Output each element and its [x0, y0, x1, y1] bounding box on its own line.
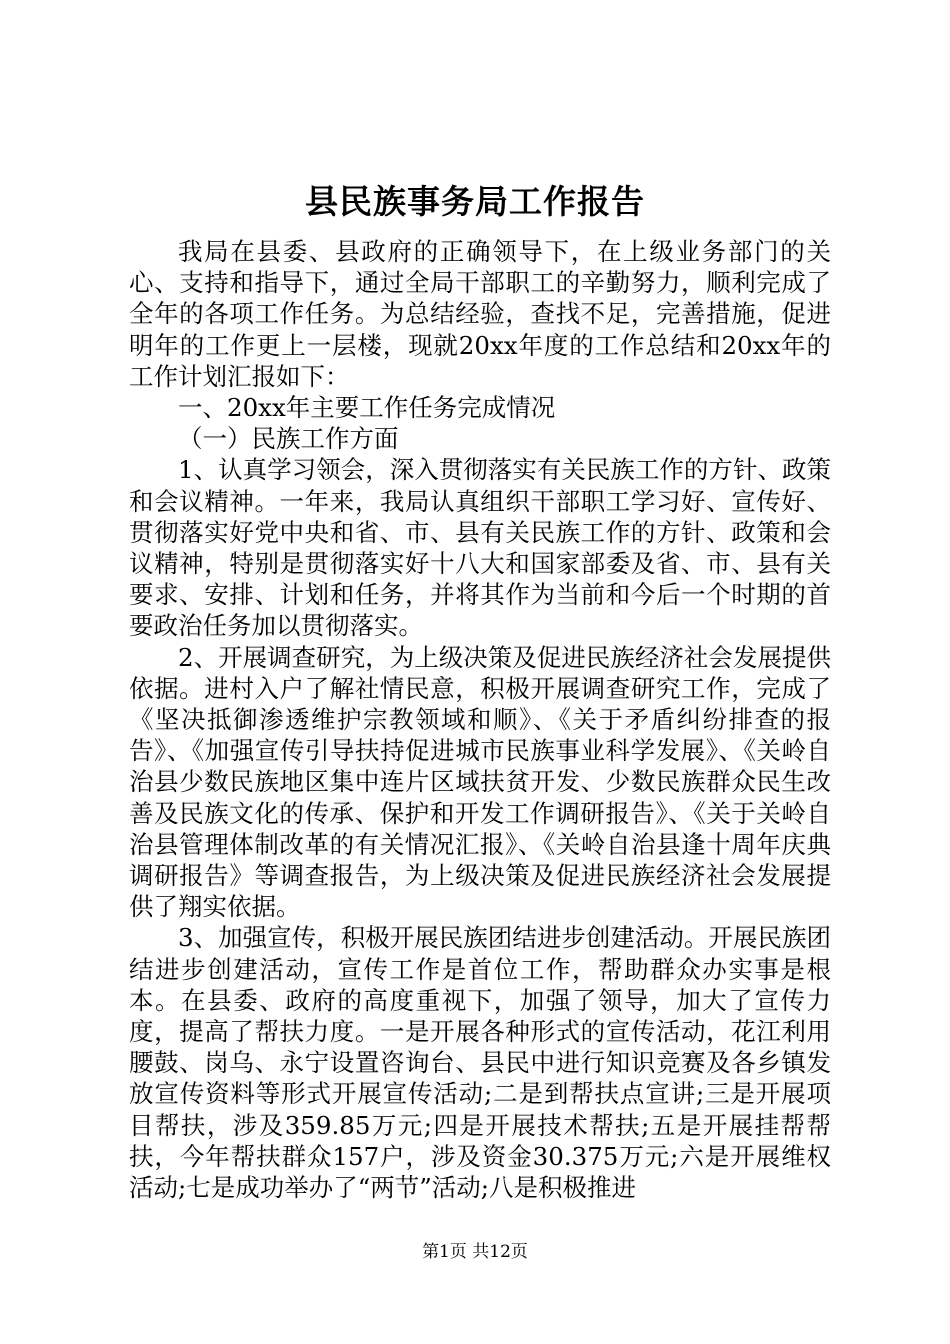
subsection-heading: （一）民族工作方面	[178, 424, 399, 454]
paragraph-item-2: 2、开展调查研究，为上级决策及促进民族经济社会发展提供依据。进村入户了解社情民意，积极开展调查研究工作，完成了《坚决抵御渗透维护宗教领域和顺》、《关于矛盾纠纷排查的报告》、《加强宣传引导扶持促进城市民族事业科学发展》、《关岭自治县少数民族地区集中连片区域扶贫开发、少数民族群众民生改善及民族文化的传承、保护和开发工作调研报告》、《关于关岭自治县管理体制改革的有关情况汇报》、《关岭自治县逢十周年庆典调研报告》等调查报告，为上级决策及促进民族经济社会发展提供了翔实依据。	[129, 642, 831, 922]
section-heading: 一、20xx年主要工作任务完成情况	[178, 393, 556, 423]
page-number-footer: 第1页 共12页	[422, 1242, 528, 1262]
document-title: 县民族事务局工作报告	[305, 182, 645, 221]
paragraph-item-3: 3、加强宣传，积极开展民族团结进步创建活动。开展民族团结进步创建活动，宣传工作是首位工作，帮助群众办实事是根本。在县委、政府的高度重视下，加强了领导，加大了宣传力度，提高了帮扶力度。一是开展各种形式的宣传活动，花江利用腰鼓、岗乌、永宁设置咨询台、县民中进行知识竞赛及各乡镇发放宣传资料等形式开展宣传活动;二是到帮扶点宣讲;三是开展项目帮扶，涉及359.85万元;四是开展技术帮扶;五是开展挂帮帮扶，今年帮扶群众157户，涉及资金30.375万元;六是开展维权活动;七是成功举办了“两节”活动;八是积极推进	[129, 923, 831, 1203]
paragraph-intro: 我局在县委、县政府的正确领导下，在上级业务部门的关心、支持和指导下，通过全局干部职工的辛勤努力，顺利完成了全年的各项工作任务。为总结经验，查找不足，完善措施，促进明年的工作更上一层楼，现就20xx年度的工作总结和20xx年的工作计划汇报如下：	[129, 237, 831, 391]
paragraph-item-1: 1、认真学习领会，深入贯彻落实有关民族工作的方针、政策和会议精神。一年来，我局认真组织干部职工学习好、宣传好、贯彻落实好党中央和省、市、县有关民族工作的方针、政策和会议精神，特别是贯彻落实好十八大和国家部委及省、市、县有关要求、安排、计划和任务，并将其作为当前和今后一个时期的首要政治任务加以贯彻落实。	[129, 455, 831, 641]
document-body	[129, 236, 831, 1203]
